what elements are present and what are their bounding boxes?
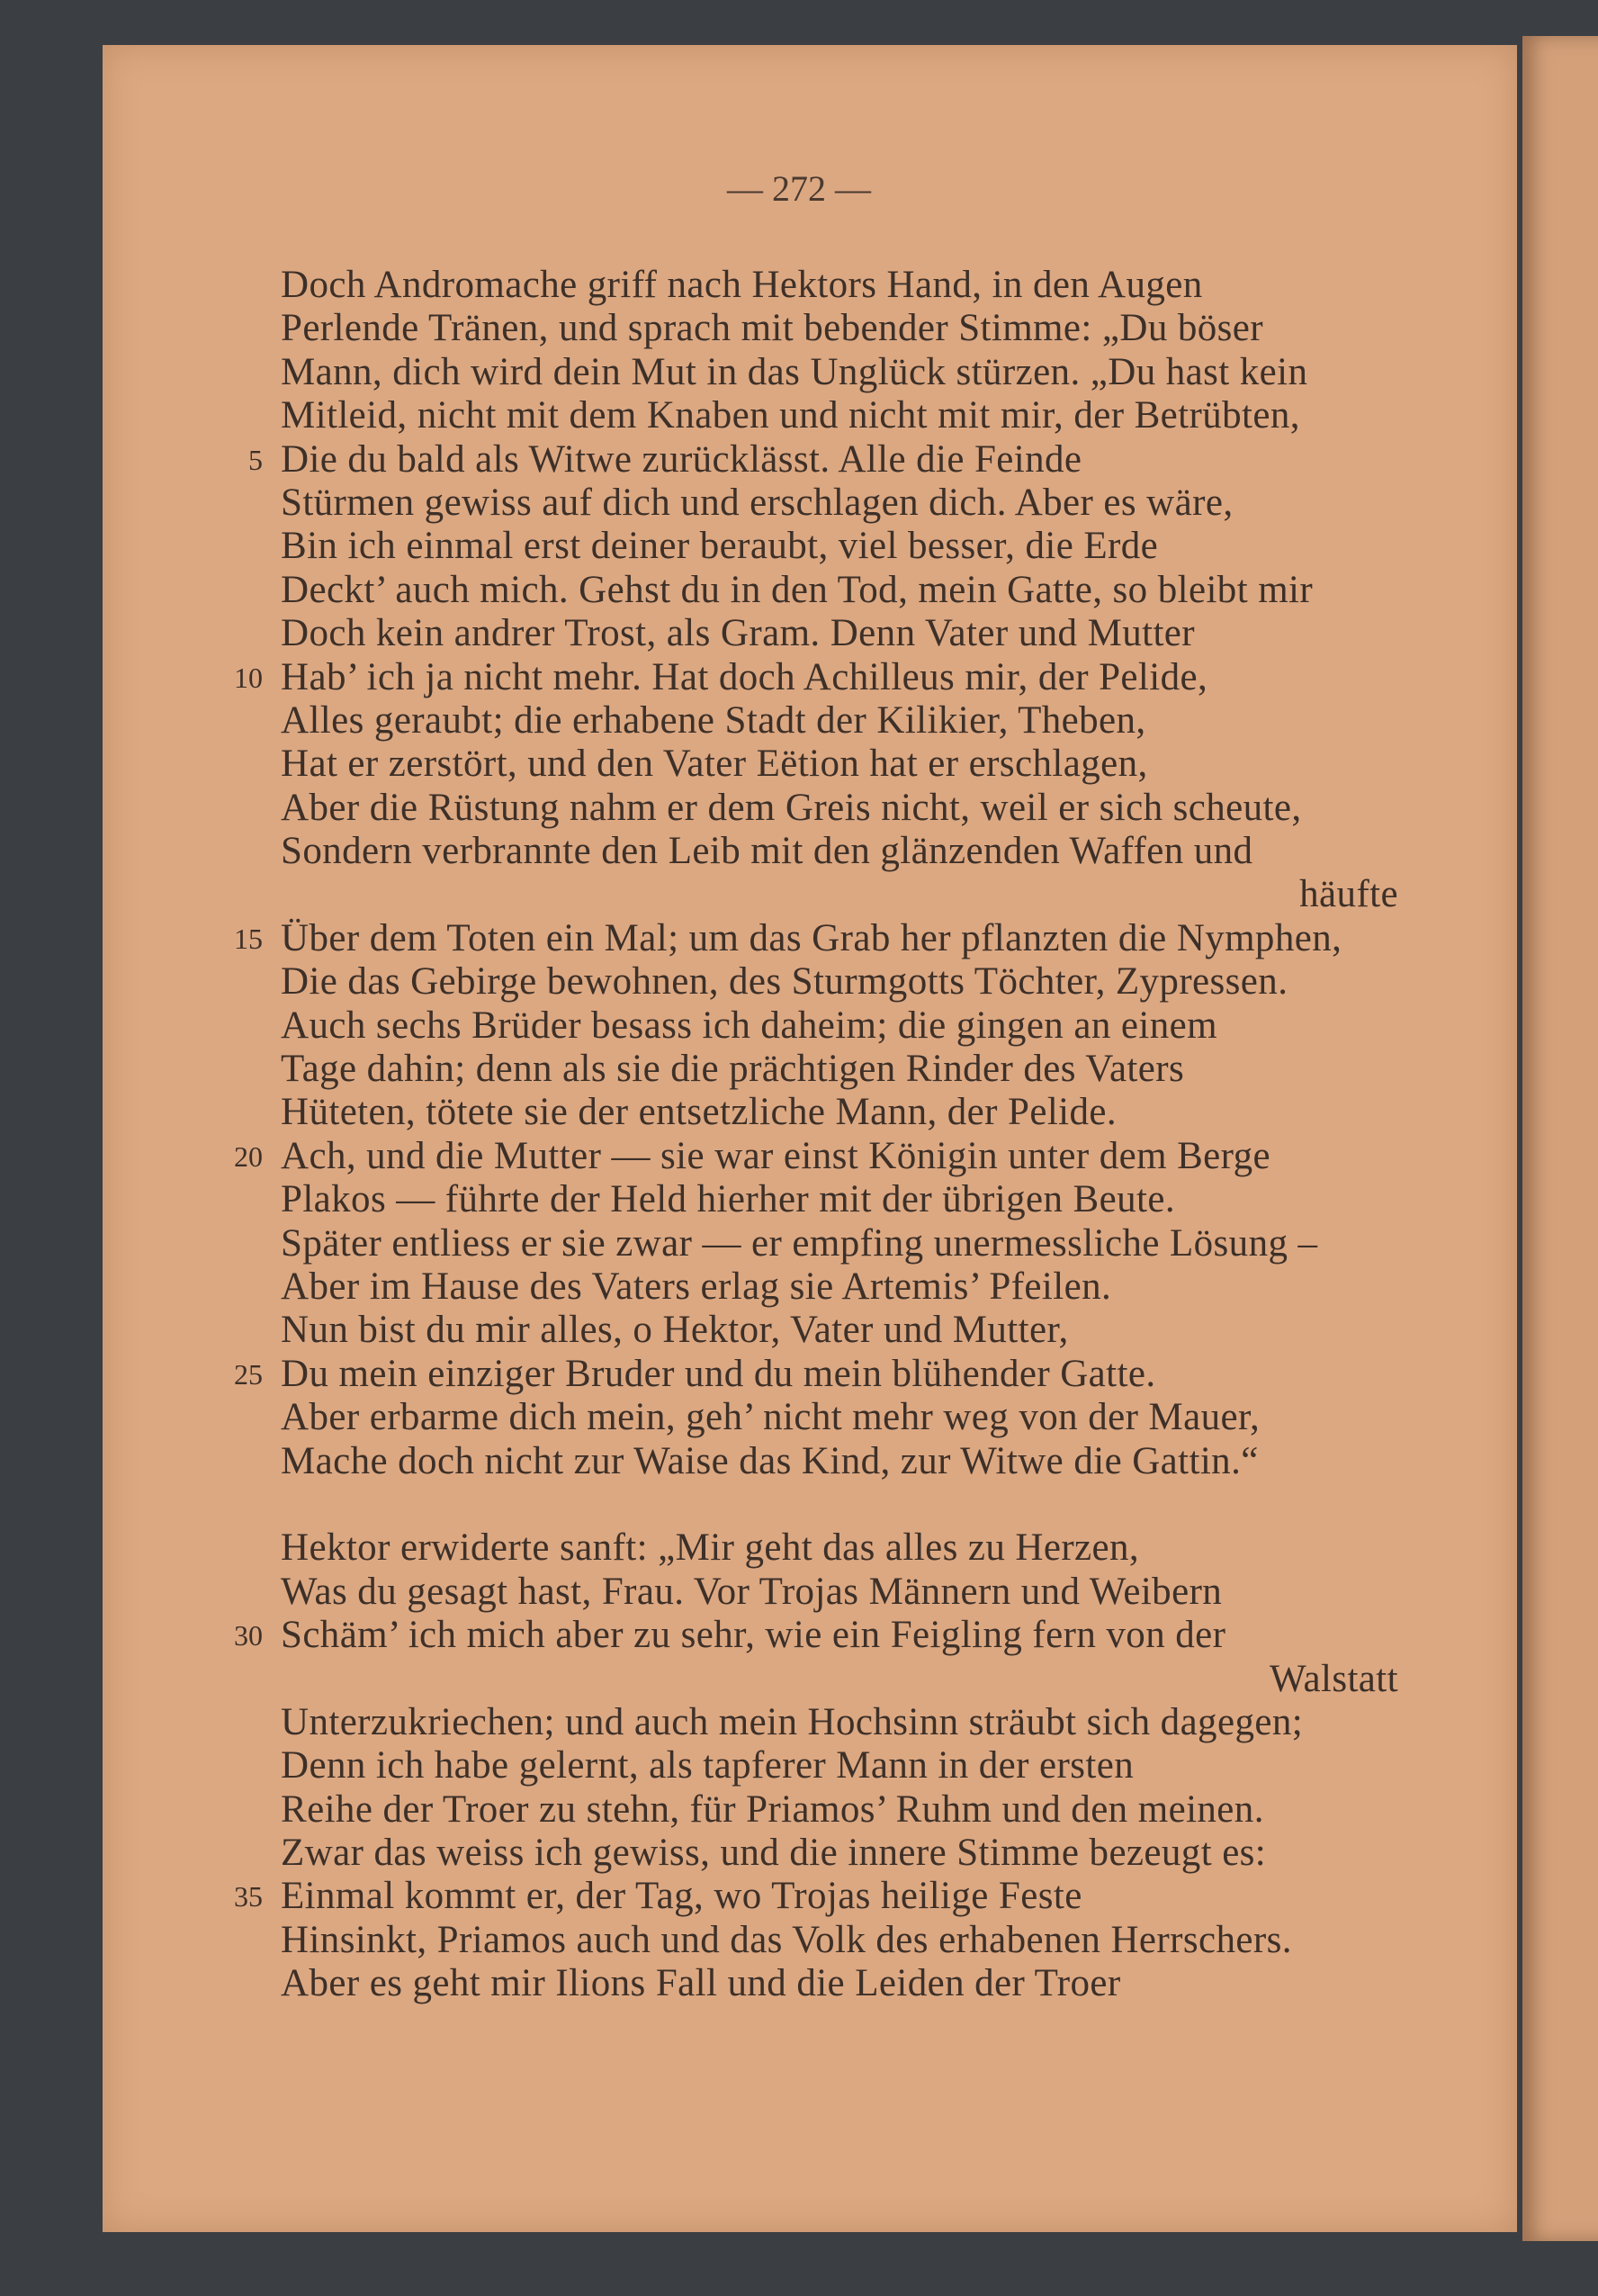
line-text: Aber im Hause des Vaters erlag sie Artemis’ Pfeilen. bbox=[281, 1265, 1112, 1308]
verse-line bbox=[0, 960, 1598, 1004]
line-text: Plakos — führte der Held hierher mit der übrigen Beute. bbox=[281, 1178, 1175, 1221]
verse-line bbox=[0, 1919, 1598, 1962]
verse-line bbox=[0, 1004, 1598, 1048]
verse-line bbox=[0, 1788, 1598, 1832]
verse-line bbox=[0, 264, 1598, 307]
line-number: 35 bbox=[234, 1880, 263, 1913]
line-text: Die das Gebirge bewohnen, des Sturmgotts Töchter, Zypressen. bbox=[281, 960, 1288, 1004]
verse-line bbox=[0, 1875, 1598, 1918]
verse-text bbox=[0, 264, 1598, 2006]
line-text: Hab’ ich ja nicht mehr. Hat doch Achilleus mir, der Pelide, bbox=[281, 655, 1208, 698]
line-text: Auch sechs Brüder besass ich daheim; die gingen an einem bbox=[281, 1004, 1217, 1047]
line-text: Denn ich habe gelernt, als tapferer Mann in der ersten bbox=[281, 1744, 1135, 1787]
line-number: 15 bbox=[234, 922, 263, 955]
verse-line bbox=[0, 438, 1598, 482]
line-text: Aber erbarme dich mein, geh’ nicht mehr weg von der Mauer, bbox=[281, 1396, 1261, 1439]
line-text: Später entliess er sie zwar — er empfing unermessliche Lösung – bbox=[281, 1221, 1318, 1265]
verse-line bbox=[0, 394, 1598, 437]
line-text: Die du bald als Witwe zurücklässt. Alle die Feinde bbox=[281, 437, 1082, 481]
verse-line bbox=[0, 1309, 1598, 1352]
line-text: Sondern verbrannte den Leib mit den glänzenden Waffen und bbox=[281, 830, 1253, 873]
line-text: Perlende Tränen, und sprach mit bebender Stimme: „Du böser bbox=[281, 307, 1264, 350]
line-text: häufte bbox=[1299, 873, 1398, 916]
line-text: Mann, dich wird dein Mut in das Unglück stürzen. „Du hast kein bbox=[281, 350, 1308, 393]
verse-line bbox=[0, 482, 1598, 525]
line-text: Mitleid, nicht mit dem Knaben und nicht mit mir, der Betrübten, bbox=[281, 394, 1300, 437]
verse-line bbox=[0, 1832, 1598, 1875]
line-text: Was du gesagt hast, Frau. Vor Trojas Männern und Weibern bbox=[281, 1570, 1223, 1613]
verse-line bbox=[0, 830, 1598, 873]
line-number: 5 bbox=[248, 443, 263, 476]
verse-line bbox=[0, 1135, 1598, 1178]
line-text: Du mein einziger Bruder und du mein blühender Gatte. bbox=[281, 1352, 1156, 1395]
line-text: Bin ich einmal erst deiner beraubt, viel besser, die Erde bbox=[281, 525, 1159, 568]
line-text: Doch Andromache griff nach Hektors Hand, in den Augen bbox=[281, 264, 1203, 306]
line-text: Über dem Toten ein Mal; um das Grab her pflanzten die Nymphen, bbox=[281, 916, 1342, 959]
verse-line bbox=[0, 1440, 1598, 1483]
verse-line bbox=[0, 525, 1598, 568]
line-text: Walstatt bbox=[1269, 1657, 1398, 1700]
verse-line bbox=[0, 787, 1598, 830]
verse-line bbox=[0, 569, 1598, 612]
line-text: Ach, und die Mutter — sie war einst Königin unter dem Berge bbox=[281, 1134, 1270, 1177]
verse-line bbox=[0, 1962, 1598, 2005]
line-text: Hüteten, tötete sie der entsetzliche Mann, der Pelide. bbox=[281, 1091, 1118, 1134]
verse-line bbox=[0, 307, 1598, 350]
line-text: Aber es geht mir Ilions Fall und die Leiden der Troer bbox=[281, 1962, 1121, 2005]
verse-line bbox=[0, 1222, 1598, 1265]
verse-line bbox=[0, 1744, 1598, 1787]
verse-line bbox=[0, 612, 1598, 655]
page-number: — 272 — bbox=[727, 168, 871, 209]
verse-line bbox=[0, 917, 1598, 960]
verse-line bbox=[0, 1396, 1598, 1439]
line-text: Hat er zerstört, und den Vater Eëtion hat er erschlagen, bbox=[281, 743, 1148, 786]
line-text: Unterzukriechen; und auch mein Hochsinn sträubt sich dagegen; bbox=[281, 1700, 1304, 1743]
line-text: Deckt’ auch mich. Gehst du in den Tod, mein Gatte, so bleibt mir bbox=[281, 568, 1314, 611]
line-number: 25 bbox=[234, 1357, 263, 1391]
line-text: Schäm’ ich mich aber zu sehr, wie ein Feigling fern von der bbox=[281, 1614, 1226, 1657]
line-text: Mache doch nicht zur Waise das Kind, zur Witwe die Gattin.“ bbox=[281, 1439, 1259, 1482]
verse-line bbox=[0, 1091, 1598, 1134]
verse-line bbox=[0, 1483, 1598, 1526]
verse-line bbox=[0, 1614, 1598, 1657]
line-text: Alles geraubt; die erhabene Stadt der Kilikier, Theben, bbox=[281, 698, 1146, 742]
line-text: Reihe der Troer zu stehn, für Priamos’ Ruhm und den meinen. bbox=[281, 1787, 1264, 1831]
line-text: Hinsinkt, Priamos auch und das Volk des erhabenen Herrschers. bbox=[281, 1918, 1292, 1961]
verse-line bbox=[0, 1265, 1598, 1309]
verse-line bbox=[0, 1048, 1598, 1091]
line-text: Aber die Rüstung nahm er dem Greis nicht, weil er sich scheute, bbox=[281, 786, 1302, 829]
verse-line bbox=[0, 656, 1598, 699]
verse-line bbox=[0, 873, 1598, 916]
verse-line bbox=[0, 1658, 1598, 1701]
line-text: Einmal kommt er, der Tag, wo Trojas heilige Feste bbox=[281, 1875, 1082, 1918]
line-number: 10 bbox=[234, 661, 263, 694]
verse-line bbox=[0, 1526, 1598, 1570]
line-number: 20 bbox=[234, 1139, 263, 1173]
line-text: Tage dahin; denn als sie die prächtigen Rinder des Vaters bbox=[281, 1048, 1185, 1091]
verse-line bbox=[0, 743, 1598, 786]
verse-line bbox=[0, 1353, 1598, 1396]
line-text: Hektor erwiderte sanft: „Mir geht das alles zu Herzen, bbox=[281, 1526, 1140, 1570]
verse-line bbox=[0, 1178, 1598, 1221]
line-text: Stürmen gewiss auf dich und erschlagen dich. Aber es wäre, bbox=[281, 481, 1234, 524]
verse-line bbox=[0, 1701, 1598, 1744]
line-text: Doch kein andrer Trost, als Gram. Denn Vater und Mutter bbox=[281, 612, 1195, 655]
verse-line bbox=[0, 351, 1598, 394]
line-text: Nun bist du mir alles, o Hektor, Vater und Mutter, bbox=[281, 1309, 1069, 1352]
verse-line bbox=[0, 1571, 1598, 1614]
verse-line bbox=[0, 699, 1598, 743]
line-text: Zwar das weiss ich gewiss, und die innere Stimme bezeugt es: bbox=[281, 1832, 1267, 1875]
line-number: 30 bbox=[234, 1619, 263, 1652]
